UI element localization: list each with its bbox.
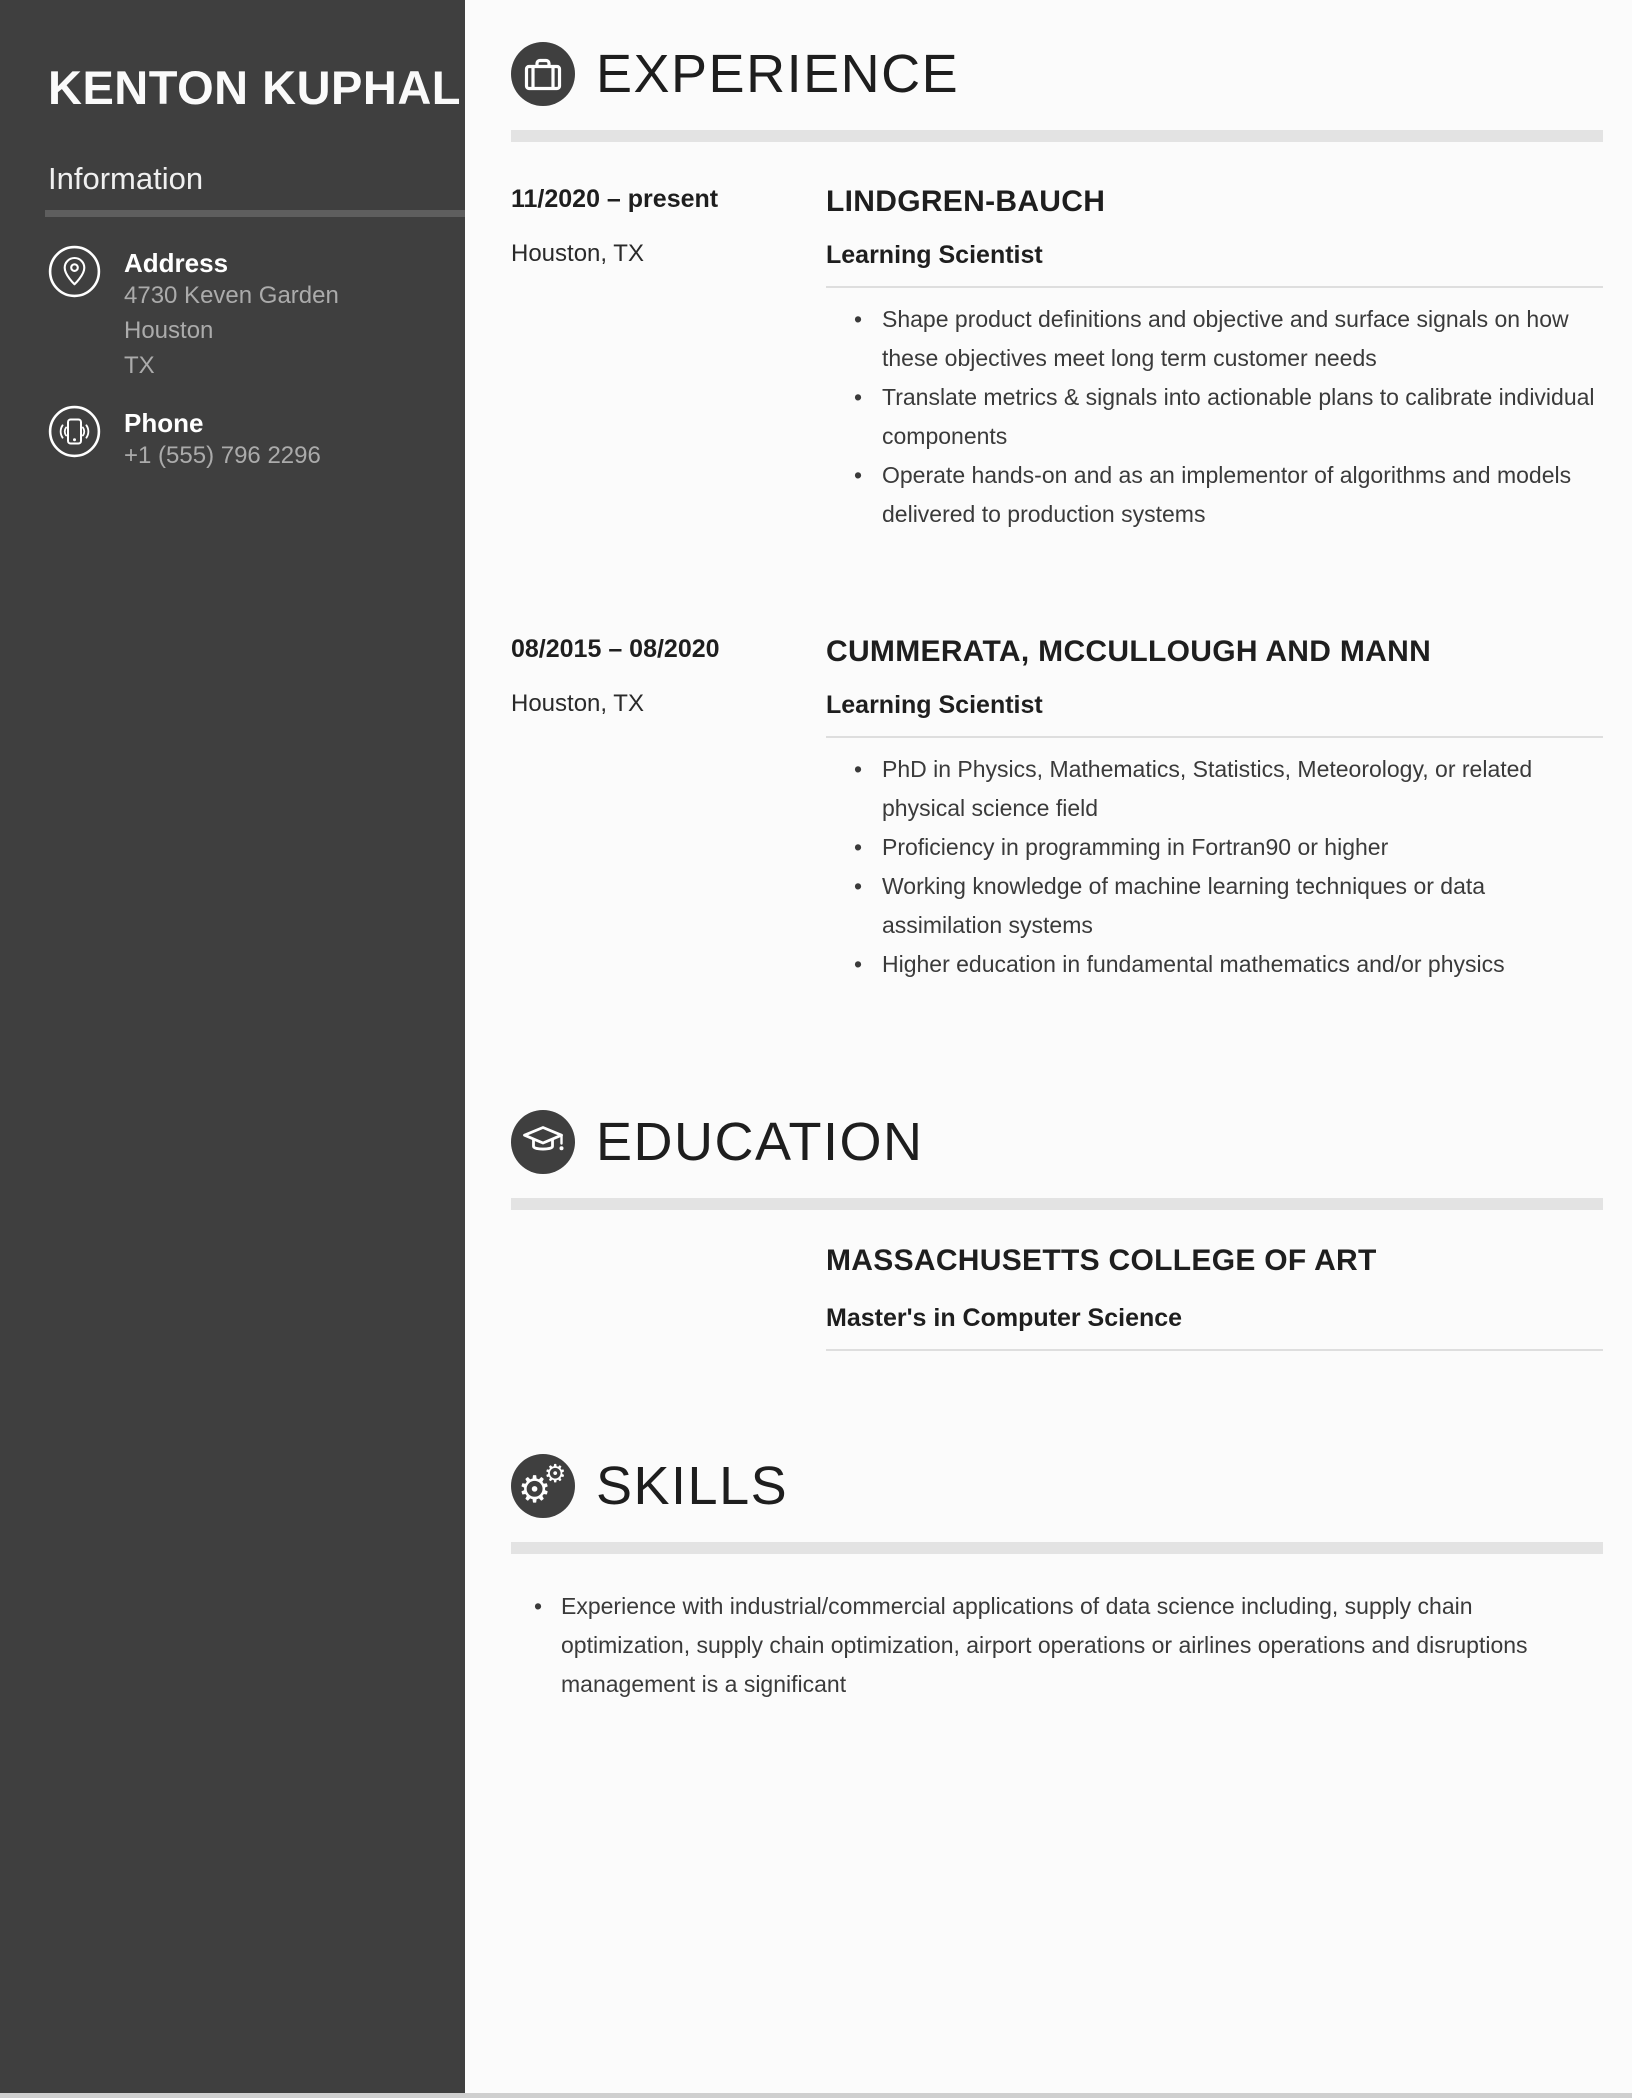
phone-label: Phone xyxy=(124,407,204,438)
graduation-cap-icon xyxy=(511,1110,575,1174)
candidate-name: KENTON KUPHAL xyxy=(48,61,461,114)
address-line: 4730 Keven Garden xyxy=(124,281,339,309)
address-row xyxy=(48,245,465,383)
phone-row xyxy=(48,405,465,473)
entry-company: CUMMERATA, MCCULLOUGH AND MANN xyxy=(826,635,1432,668)
briefcase-icon xyxy=(511,42,575,106)
section-experience xyxy=(511,42,1603,984)
education-title: EDUCATION xyxy=(596,1112,924,1172)
information-heading: Information xyxy=(48,161,204,197)
bullet-item: • Operate hands-on and as an implementor of algorithms and models delivered to production systems xyxy=(826,456,1603,534)
gears-icon xyxy=(511,1454,575,1518)
bullet-list xyxy=(826,300,1603,534)
main-content xyxy=(465,0,1632,1704)
experience-header xyxy=(511,42,1603,106)
bullet-item: • Proficiency in programming in Fortran90 or higher xyxy=(826,828,1603,867)
phone-block xyxy=(124,405,321,473)
sidebar xyxy=(0,0,465,2098)
bullet-item: • Shape product definitions and objective and surface signals on how these objectives meet long term customer needs xyxy=(826,300,1603,378)
experience-title: EXPERIENCE xyxy=(596,44,960,104)
entry-right-column xyxy=(826,1243,1603,1351)
phone-value: +1 (555) 796 2296 xyxy=(124,441,321,469)
skills-header xyxy=(511,1454,1603,1518)
section-bar xyxy=(511,1198,1603,1210)
bullet-item: • Translate metrics & signals into actionable plans to calibrate individual components xyxy=(826,378,1603,456)
experience-entry xyxy=(511,184,1603,534)
bullet-item: • PhD in Physics, Mathematics, Statistics, Meteorology, or related physical science field xyxy=(826,750,1603,828)
address-label: Address xyxy=(124,247,229,278)
entry-divider xyxy=(826,736,1603,738)
address-line: Houston xyxy=(124,316,214,344)
bullet-item: • Higher education in fundamental mathematics and/or physics xyxy=(826,945,1603,984)
location-pin-icon xyxy=(48,245,101,298)
bullet-list xyxy=(826,750,1603,984)
entry-location: Houston, TX xyxy=(511,240,644,267)
education-degree: Master's in Computer Science xyxy=(826,1304,1183,1332)
address-line: TX xyxy=(124,351,155,379)
education-header xyxy=(511,1110,1603,1174)
entry-left-column xyxy=(511,1243,826,1351)
section-education xyxy=(511,1110,1603,1351)
entry-left-column xyxy=(511,184,826,534)
education-divider xyxy=(826,1349,1603,1351)
experience-entry xyxy=(511,634,1603,984)
entry-location: Houston, TX xyxy=(511,690,644,717)
bullet-item: • Working knowledge of machine learning techniques or data assimilation systems xyxy=(826,867,1603,945)
skills-title: SKILLS xyxy=(596,1456,789,1516)
skills-bullet-list xyxy=(511,1587,1603,1704)
phone-icon xyxy=(48,405,101,458)
education-school: MASSACHUSETTS COLLEGE OF ART xyxy=(826,1244,1377,1277)
entry-right-column xyxy=(826,184,1603,534)
section-skills xyxy=(511,1454,1603,1704)
entry-left-column xyxy=(511,634,826,984)
entry-date: 08/2015 – 08/2020 xyxy=(511,635,720,663)
education-entry xyxy=(511,1243,1603,1351)
gear-glyph-small: ⚙ xyxy=(544,1459,567,1488)
section-bar xyxy=(511,130,1603,142)
entry-date: 11/2020 – present xyxy=(511,185,719,213)
entry-role: Learning Scientist xyxy=(826,241,1043,269)
bullet-item: • Experience with industrial/commercial applications of data science including, supply chain optimization, supply chain optimization, airport operations or airlines operations and disruptions management is a significant xyxy=(511,1587,1603,1704)
sidebar-divider xyxy=(45,210,465,217)
entry-role: Learning Scientist xyxy=(826,691,1043,719)
address-block xyxy=(124,245,339,383)
entry-right-column xyxy=(826,634,1603,984)
gear-glyph-large: ⚙ xyxy=(518,1468,552,1511)
entry-company: LINDGREN-BAUCH xyxy=(826,185,1106,218)
section-bar xyxy=(511,1542,1603,1554)
entry-divider xyxy=(826,286,1603,288)
